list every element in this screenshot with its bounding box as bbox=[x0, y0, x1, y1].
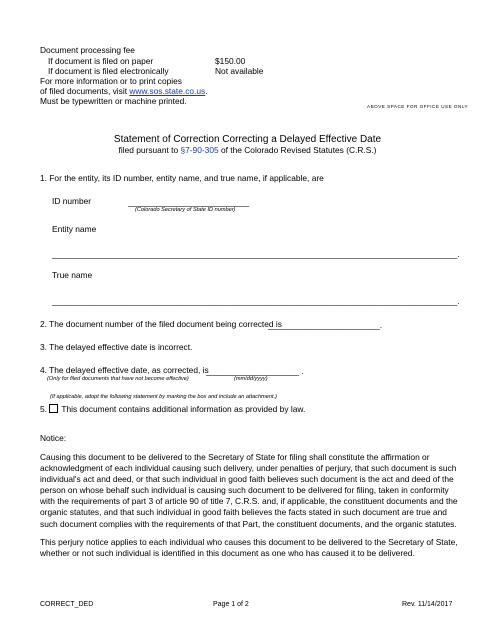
document-title: Statement of Correction Correcting a Delayed Effective Date bbox=[113, 134, 382, 145]
item-5-text: This document contains additional information as provided by law. bbox=[61, 404, 306, 414]
fee-title: Document processing fee bbox=[40, 45, 135, 55]
entity-name-field[interactable]: _______________________________________________________________________________________. bbox=[52, 249, 460, 259]
true-name-label: True name bbox=[52, 270, 93, 280]
subtitle-prefix: filed pursuant to bbox=[118, 145, 181, 155]
item-5-note: (If applicable, adopt the following statement by marking the box and include an attachment.) bbox=[50, 394, 277, 400]
item-1-text: 1. For the entity, its ID number, entity name, and true name, if applicable, are bbox=[40, 173, 324, 183]
true-name-field[interactable]: _______________________________________________________________________________________. bbox=[52, 296, 460, 306]
id-number-label: ID number bbox=[52, 196, 92, 206]
item-3-text: 3. The delayed effective date is incorrect. bbox=[40, 342, 193, 352]
entity-name-label: Entity name bbox=[52, 224, 97, 234]
additional-info-checkbox[interactable] bbox=[49, 404, 58, 413]
corrected-date-field[interactable]: ____________________ . bbox=[206, 366, 304, 376]
fee-electronic-value: Not available bbox=[215, 66, 264, 76]
item-2-text: 2. The document number of the filed document being corrected is bbox=[40, 319, 282, 329]
page-number: Page 1 of 2 bbox=[213, 601, 249, 608]
revision-date: Rev. 11/14/2017 bbox=[402, 601, 453, 608]
subtitle-suffix: of the Colorado Revised Statutes (C.R.S.) bbox=[218, 145, 377, 155]
item-5-row bbox=[40, 404, 305, 415]
document-subtitle bbox=[0, 145, 495, 156]
info-line-2-prefix: of filed documents, visit bbox=[40, 86, 130, 96]
fee-paper-value: $150.00 bbox=[215, 56, 246, 66]
id-number-field[interactable]: __________________________ bbox=[128, 197, 250, 207]
notice-paragraph-1: Causing this document to be delivered to the Secretary of State for filing shall constitute the affirmation or acknowledgment of each individual causing such delivery, under penalties of perjury, that such document is such individual's act and deed, or that such individual in good faith believes such document is the act and deed of the person on whose behalf such individual is causing such document to be delivered for filing, taken in conformity with the requirements of part 3 of article 90 of title 7, C.R.S. and, if applicable, the constituent documents and the organic statutes, and that such individual in good faith believes the facts stated in such document are true and such document complies with the requirements of that Part, the constituent documents, and the organic statutes. bbox=[40, 452, 458, 529]
notice-paragraph-2: This perjury notice applies to each individual who causes this document to be delivered to the Secretary of State, whether or not such individual is identified in this document as one who has caused it to be delivered. bbox=[40, 537, 458, 559]
date-format-caption: (mm/dd/yyyy) bbox=[234, 376, 268, 382]
document-number-field[interactable]: ________________________. bbox=[268, 320, 383, 330]
info-line-2-suffix: . bbox=[205, 86, 208, 96]
id-number-caption: (Colorado Secretary of State ID number) bbox=[135, 207, 236, 213]
form-code: CORRECT_DED bbox=[40, 601, 94, 608]
item-5-number: 5. bbox=[40, 404, 47, 414]
fee-paper-label: If document is filed on paper bbox=[48, 56, 154, 66]
office-use-label: ABOVE SPACE FOR OFFICE USE ONLY bbox=[367, 104, 469, 109]
info-line-1: For more information or to print copies bbox=[40, 76, 182, 86]
item-4-caption: (Only for filed documents that have not become effective) bbox=[47, 376, 189, 382]
sos-website-link[interactable]: www.sos.state.co.us bbox=[129, 86, 206, 96]
fee-electronic-label: If document is filed electronically bbox=[48, 66, 169, 76]
info-line-2 bbox=[40, 86, 208, 97]
item-4-text: 4. The delayed effective date, as corrected, is bbox=[40, 365, 209, 375]
statute-link[interactable]: §7-90-305 bbox=[180, 145, 219, 155]
notice-heading: Notice: bbox=[40, 433, 67, 443]
typed-note: Must be typewritten or machine printed. bbox=[40, 96, 187, 106]
